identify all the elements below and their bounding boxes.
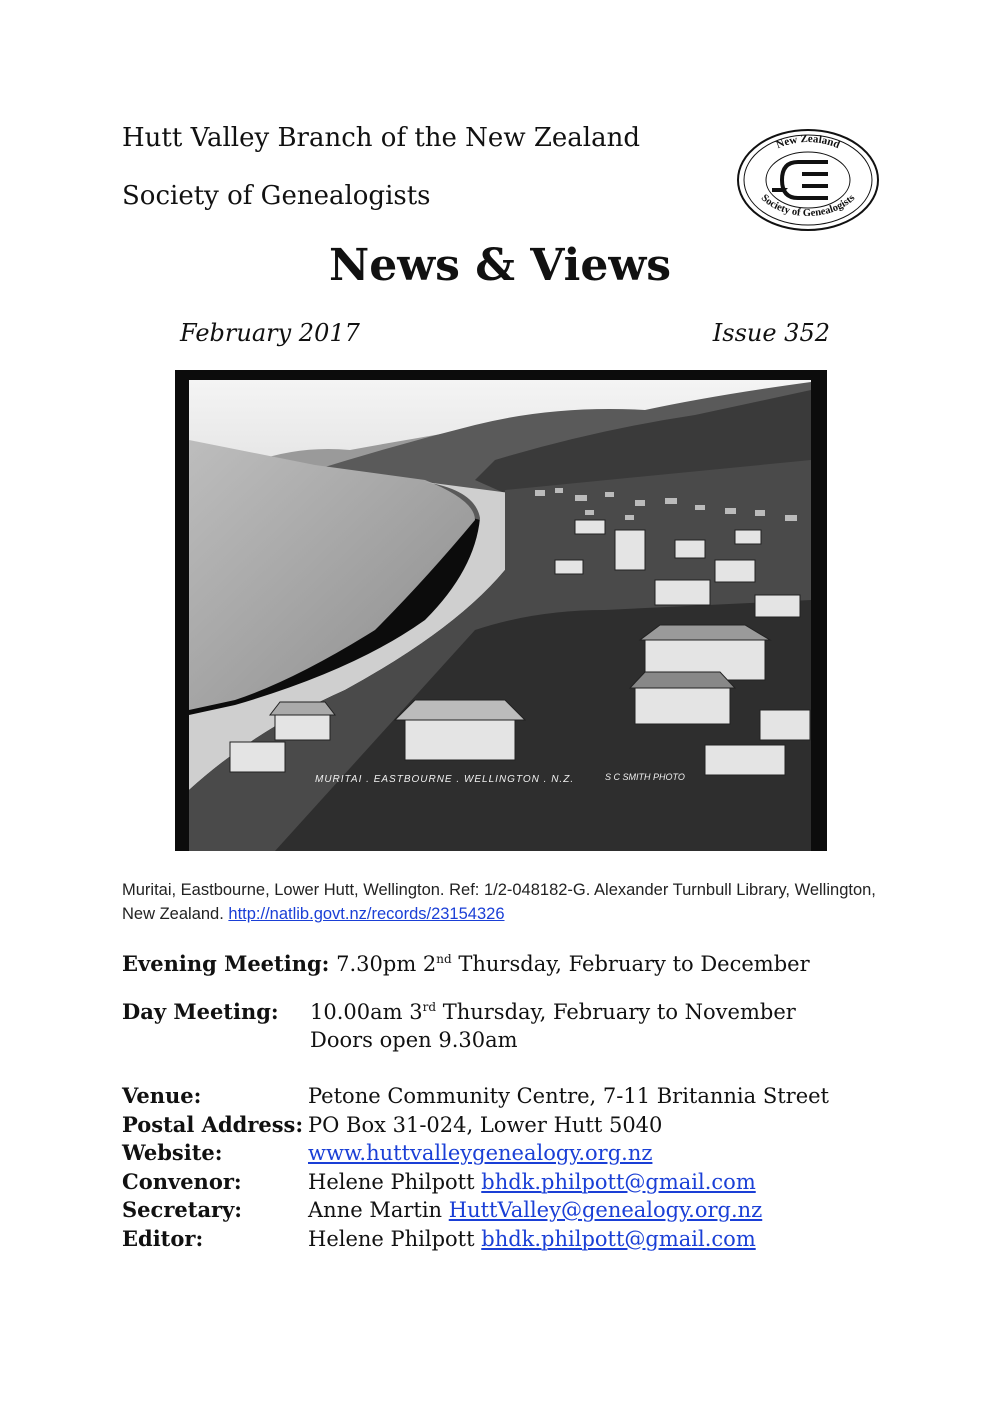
postal-row xyxy=(122,1111,829,1140)
newsletter-title: News & Views xyxy=(329,240,671,291)
secretary-email-link[interactable]: HuttValley@genealogy.org.nz xyxy=(448,1198,763,1222)
convenor-label: Convenor: xyxy=(122,1168,242,1194)
org-name-line-1: Hutt Valley Branch of the New Zealand xyxy=(122,123,640,153)
convenor-email-link[interactable]: bhdk.philpott@gmail.com xyxy=(481,1169,756,1194)
doors-open: Doors open 9.30am xyxy=(310,1028,518,1052)
evening-meeting xyxy=(122,950,810,978)
postal-value: PO Box 31-024, Lower Hutt 5040 xyxy=(308,1112,663,1137)
issue-number: Issue 352 xyxy=(712,319,830,347)
secretary-label: Secretary: xyxy=(122,1197,243,1222)
nzsg-seal-logo xyxy=(736,128,880,232)
evening-ordinal: nd xyxy=(436,952,452,966)
contact-info xyxy=(122,1082,829,1253)
secretary-name: Anne Martin xyxy=(308,1198,449,1222)
day-meeting-rest: Thursday, February to November xyxy=(436,1000,796,1024)
evening-meeting-rest: Thursday, February to December xyxy=(451,952,810,976)
postal-label: Postal Address: xyxy=(122,1111,304,1137)
photo-inscription: MURITAI . EASTBOURNE . WELLINGTON . N.Z. xyxy=(315,774,575,785)
editor-label: Editor: xyxy=(122,1225,204,1251)
convenor-name: Helene Philpott xyxy=(308,1169,482,1194)
day-meeting xyxy=(122,998,796,1026)
venue-label: Venue: xyxy=(122,1083,202,1108)
seal-top-text: New Zealand xyxy=(774,132,842,152)
editor-email-link[interactable]: bhdk.philpott@gmail.com xyxy=(481,1226,756,1251)
cover-photo-muritai xyxy=(175,370,827,851)
editor-row xyxy=(122,1225,829,1254)
day-meeting-time: 10.00am 3 xyxy=(310,1000,423,1024)
website-link[interactable]: www.huttvalleygenealogy.org.nz xyxy=(308,1141,653,1165)
convenor-row xyxy=(122,1168,829,1197)
org-name-line-2: Society of Genealogists xyxy=(122,181,431,211)
evening-meeting-time: 7.30pm 2 xyxy=(336,952,437,976)
photo-credit: S C SMITH PHOTO xyxy=(605,772,685,782)
website-label: Website: xyxy=(122,1140,223,1165)
day-meeting-label: Day Meeting: xyxy=(122,999,279,1024)
venue-row xyxy=(122,1082,829,1111)
caption-text: Muritai, Eastbourne, Lower Hutt, Wellington. Ref: 1/2-048182-G. Alexander Turnbull Library, Wellington, New Zealand. xyxy=(122,881,876,923)
issue-date: February 2017 xyxy=(180,319,360,347)
photo-caption xyxy=(122,878,882,926)
caption-link[interactable]: http://natlib.govt.nz/records/23154326 xyxy=(228,905,505,923)
day-ordinal: rd xyxy=(422,1000,437,1014)
seal-bottom-text: Society of Genealogists xyxy=(758,192,858,220)
evening-meeting-label: Evening Meeting: xyxy=(122,951,330,976)
website-row xyxy=(122,1139,829,1168)
venue-value: Petone Community Centre, 7-11 Britannia Street xyxy=(308,1084,830,1108)
secretary-row xyxy=(122,1196,829,1225)
editor-name: Helene Philpott xyxy=(308,1226,482,1251)
